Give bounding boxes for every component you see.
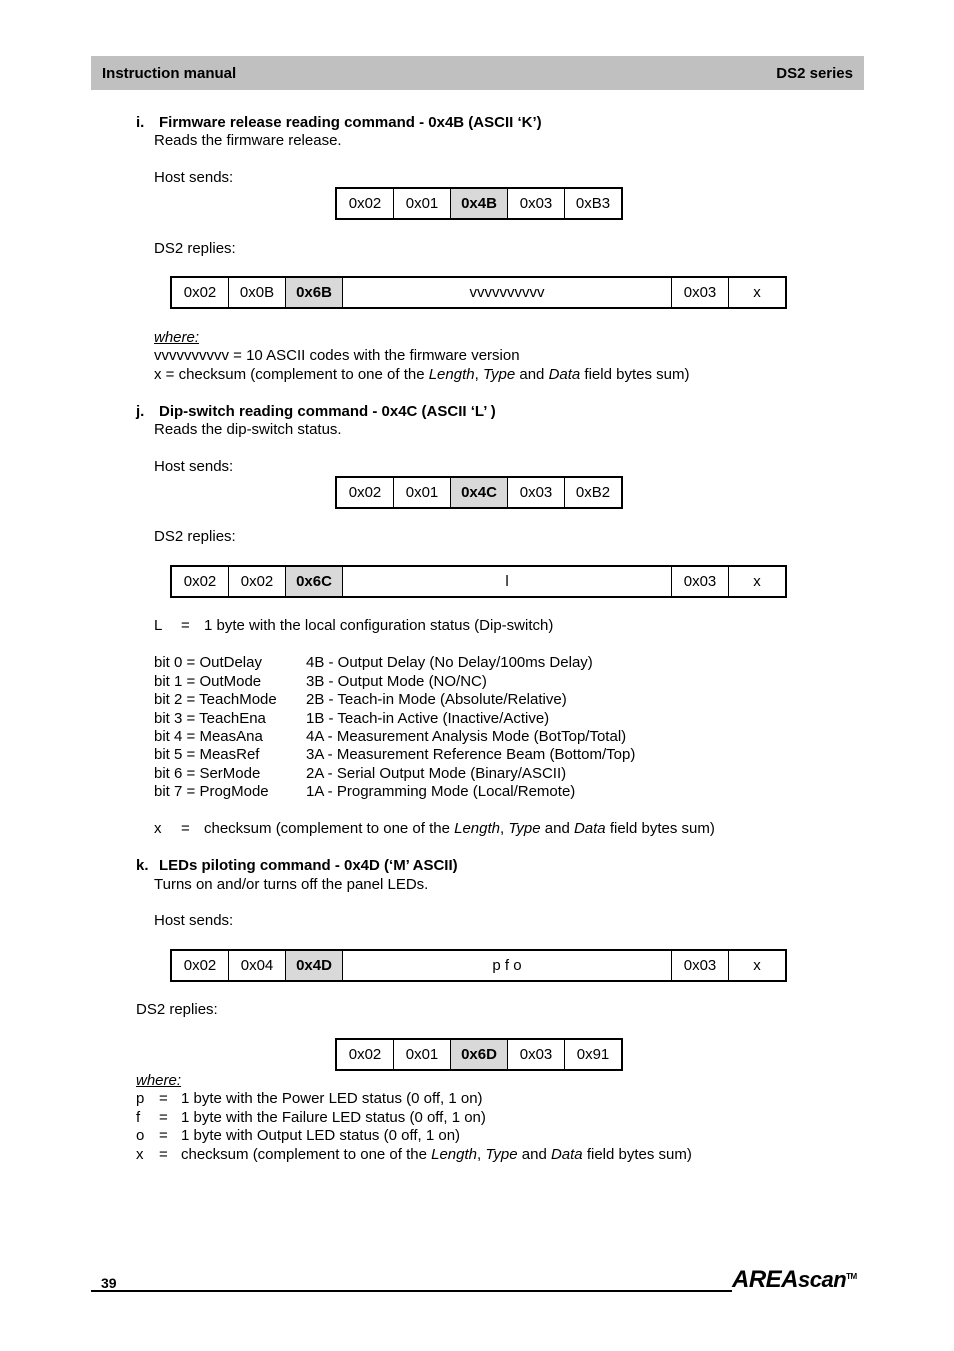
frame-byte: 0x03 [672, 566, 729, 597]
frame-byte-command: 0x4D [286, 950, 343, 981]
frame-byte: 0x02 [229, 566, 286, 597]
def-eq: = [159, 1127, 168, 1144]
section-j-desc: Reads the dip-switch status. [154, 421, 342, 438]
section-j-reply-frame [170, 565, 787, 598]
def-desc: 1 byte with the Failure LED status (0 off, 1 on) [181, 1109, 486, 1126]
frame-byte: 0x03 [508, 188, 565, 219]
frame-byte: 0xB2 [565, 477, 623, 508]
def-eq: = [159, 1090, 168, 1107]
def-desc: checksum (complement to one of the Length, Type and Data field bytes sum) [181, 1146, 692, 1163]
frame-byte: 0x02 [171, 950, 229, 981]
frame-byte: 0x01 [394, 1039, 451, 1070]
page-number: 39 [101, 1275, 117, 1291]
bit-desc: 1A - Programming Mode (Local/Remote) [306, 783, 576, 800]
section-i-note1: vvvvvvvvvv = 10 ASCII codes with the firmware version [154, 347, 520, 364]
section-i-reply-label: DS2 replies: [154, 240, 236, 257]
frame-byte: 0x02 [171, 277, 229, 308]
section-j-x-key: x [154, 820, 162, 837]
frame-byte: 0x04 [229, 950, 286, 981]
frame-byte: 0x03 [508, 477, 565, 508]
bit-desc: 2A - Serial Output Mode (Binary/ASCII) [306, 765, 567, 782]
section-j-x-desc: checksum (complement to one of the Length, Type and Data field bytes sum) [204, 820, 715, 837]
section-j-reply-label: DS2 replies: [154, 528, 236, 545]
section-i-where: where: [154, 329, 200, 346]
section-i-title: Firmware release reading command - 0x4B (ASCII ‘K’) [159, 114, 542, 131]
def-eq: = [159, 1146, 168, 1163]
bit-desc: 4A - Measurement Analysis Mode (BotTop/Total) [306, 728, 627, 745]
section-i-desc: Reads the firmware release. [154, 132, 342, 149]
frame-byte: 0x03 [672, 277, 729, 308]
frame-byte: 0x02 [336, 477, 394, 508]
section-i-marker: i. [136, 114, 145, 131]
bit-desc: 1B - Teach-in Active (Inactive/Active) [306, 710, 550, 727]
frame-byte-command: 0x6B [286, 277, 343, 308]
bit-name: bit 3 = TeachEna [154, 710, 266, 727]
bit-desc: 2B - Teach-in Mode (Absolute/Relative) [306, 691, 567, 708]
bit-name: bit 4 = MeasAna [154, 728, 263, 745]
frame-data-field: vvvvvvvvvv [343, 277, 672, 308]
bit-name: bit 6 = SerMode [154, 765, 261, 782]
frame-data-field: l [343, 566, 672, 597]
frame-byte: 0x03 [672, 950, 729, 981]
def-key: f [136, 1109, 141, 1126]
page-header [91, 56, 864, 90]
frame-byte: 0x03 [508, 1039, 565, 1070]
frame-byte: 0x01 [394, 188, 451, 219]
section-k-desc: Turns on and/or turns off the panel LEDs. [154, 876, 429, 893]
frame-byte: 0xB3 [565, 188, 623, 219]
frame-byte: 0x02 [336, 188, 394, 219]
frame-byte: x [729, 277, 787, 308]
section-i-host-frame [335, 187, 623, 220]
def-desc: 1 byte with Output LED status (0 off, 1 on) [181, 1127, 461, 1144]
section-k-title: LEDs piloting command - 0x4D (‘M’ ASCII) [159, 857, 458, 874]
section-k-host-label: Host sends: [154, 912, 234, 929]
section-j-title: Dip-switch reading command - 0x4C (ASCII ‘L’ ) [159, 403, 496, 420]
section-k-reply-label: DS2 replies: [136, 1001, 218, 1018]
header-product: DS2 series [776, 65, 853, 82]
section-k-marker: k. [136, 857, 149, 874]
frame-byte: 0x02 [171, 566, 229, 597]
frame-byte: 0x01 [394, 477, 451, 508]
def-desc: 1 byte with the Power LED status (0 off, 1 on) [181, 1090, 483, 1107]
section-j-x-eq: = [181, 820, 190, 837]
frame-byte: 0x91 [565, 1039, 623, 1070]
section-j-l-key: L [154, 617, 163, 634]
frame-data-field: p f o [343, 950, 672, 981]
header-title: Instruction manual [102, 65, 237, 82]
section-i-reply-frame [170, 276, 787, 309]
bit-name: bit 7 = ProgMode [154, 783, 269, 800]
frame-byte-command: 0x6C [286, 566, 343, 597]
bit-name: bit 2 = TeachMode [154, 691, 277, 708]
section-j-host-frame [335, 476, 623, 509]
def-key: o [136, 1127, 145, 1144]
frame-byte-command: 0x6D [451, 1039, 508, 1070]
section-k-where: where: [136, 1072, 182, 1089]
section-i-host-label: Host sends: [154, 169, 234, 186]
def-key: p [136, 1090, 145, 1107]
bit-desc: 3B - Output Mode (NO/NC) [306, 673, 487, 690]
bit-name: bit 5 = MeasRef [154, 746, 260, 763]
frame-byte: x [729, 950, 787, 981]
frame-byte: 0x02 [336, 1039, 394, 1070]
section-j-l-desc: 1 byte with the local configuration status (Dip-switch) [204, 617, 554, 634]
section-j-host-label: Host sends: [154, 458, 234, 475]
section-k-host-frame [170, 949, 787, 982]
def-key: x [136, 1146, 144, 1163]
bit-name: bit 1 = OutMode [154, 673, 262, 690]
section-j-l-eq: = [181, 617, 190, 634]
section-j-marker: j. [136, 403, 145, 420]
areascan-logo: AREAscan™ [732, 1266, 861, 1294]
bit-desc: 4B - Output Delay (No Delay/100ms Delay) [306, 654, 593, 671]
bit-name: bit 0 = OutDelay [154, 654, 262, 671]
frame-byte: x [729, 566, 787, 597]
def-eq: = [159, 1109, 168, 1126]
section-i-note2: x = checksum (complement to one of the Length, Type and Data field bytes sum) [154, 366, 690, 383]
frame-byte-command: 0x4B [451, 188, 508, 219]
bit-desc: 3A - Measurement Reference Beam (Bottom/Top) [306, 746, 636, 763]
frame-byte-command: 0x4C [451, 477, 508, 508]
section-k-reply-frame [335, 1038, 623, 1071]
frame-byte: 0x0B [229, 277, 286, 308]
